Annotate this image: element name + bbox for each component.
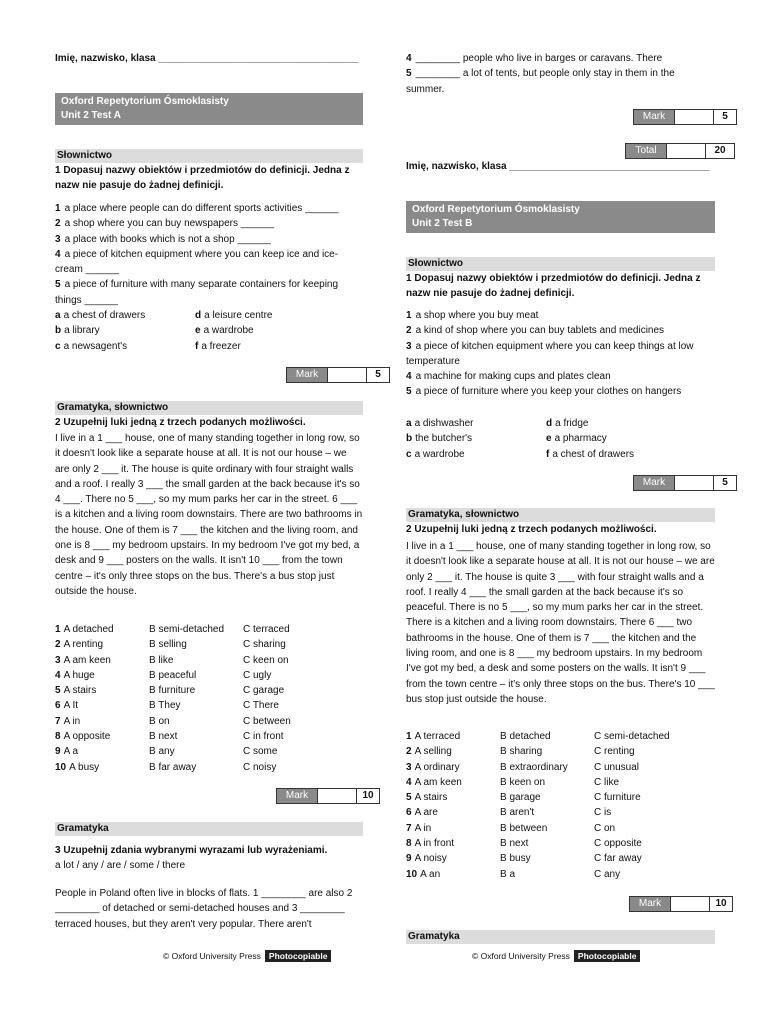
option-text: a wardrobe bbox=[414, 448, 465, 460]
unit-header bbox=[406, 201, 715, 233]
question-number: 4 bbox=[406, 776, 412, 788]
choice-cell bbox=[149, 637, 239, 652]
choice-cell bbox=[500, 805, 590, 820]
option bbox=[55, 339, 191, 354]
choice-text: C any bbox=[594, 868, 621, 880]
section-heading: Gramatyka, słownictwo bbox=[406, 508, 715, 522]
option-letter: c bbox=[55, 340, 61, 352]
option-text: a newsagent's bbox=[63, 340, 128, 352]
option-text: a chest of drawers bbox=[552, 448, 635, 460]
choice-text: C opposite bbox=[594, 838, 642, 850]
choice-text: A a bbox=[63, 746, 79, 758]
choice-cell bbox=[594, 805, 684, 820]
mark-label: Mark bbox=[630, 897, 670, 911]
total-box bbox=[625, 143, 735, 159]
option bbox=[195, 323, 331, 338]
choice-cell bbox=[406, 851, 496, 866]
question-number: 7 bbox=[55, 715, 61, 727]
total-blank-cell bbox=[666, 144, 705, 158]
choice-cell bbox=[55, 760, 145, 775]
choice-cell bbox=[149, 653, 239, 668]
choice-cell bbox=[500, 821, 590, 836]
choice-cell bbox=[243, 622, 333, 637]
choice-text: C unusual bbox=[594, 761, 640, 773]
item-text: a place where people can do different sports activities ______ bbox=[64, 203, 339, 214]
choice-cell bbox=[55, 714, 145, 729]
unit-title: Oxford Repetytorium Ósmoklasisty bbox=[61, 96, 229, 107]
mark-value: 10 bbox=[356, 789, 379, 803]
item-number: 4 bbox=[406, 53, 412, 64]
question-number: 2 bbox=[406, 746, 412, 758]
choice-text: B keen on bbox=[500, 776, 546, 788]
question-number: 4 bbox=[55, 669, 61, 681]
question-number: 9 bbox=[55, 746, 61, 758]
option bbox=[55, 323, 191, 338]
item-number: 5 bbox=[55, 279, 61, 291]
choice-text: B sharing bbox=[500, 746, 543, 758]
item-number: 5 bbox=[406, 68, 412, 80]
choice-table bbox=[406, 729, 715, 882]
photocopiable-badge: Photocopiable bbox=[574, 950, 641, 962]
option bbox=[406, 447, 542, 462]
options-grid bbox=[406, 416, 715, 462]
section-heading: Słownictwo bbox=[55, 149, 363, 163]
item-number: 4 bbox=[55, 248, 61, 260]
choice-text: B detached bbox=[500, 731, 551, 742]
list-item bbox=[55, 216, 363, 231]
choice-text: B next bbox=[500, 838, 529, 850]
question-number: 1 bbox=[55, 624, 61, 635]
list-item bbox=[55, 277, 363, 308]
option-text: a library bbox=[64, 325, 100, 337]
mark-value: 5 bbox=[366, 368, 389, 382]
choice-cell bbox=[500, 867, 590, 882]
question-number: 8 bbox=[55, 731, 61, 743]
choice-text: B aren't bbox=[500, 807, 535, 819]
choice-table bbox=[55, 622, 363, 775]
option bbox=[546, 447, 682, 462]
list-item bbox=[55, 232, 363, 247]
choice-cell bbox=[149, 760, 239, 775]
footer bbox=[163, 950, 331, 962]
choice-text: A in front bbox=[414, 838, 455, 850]
photocopiable-badge: Photocopiable bbox=[265, 950, 332, 962]
unit-header bbox=[55, 93, 363, 125]
choice-cell bbox=[500, 729, 590, 744]
choice-text: C is bbox=[594, 807, 612, 819]
task-instruction: 2 Uzupełnij luki jedną z trzech podanych możliwości. bbox=[55, 417, 306, 428]
choice-cell bbox=[149, 744, 239, 759]
choice-text: C semi-detached bbox=[594, 731, 670, 742]
mark-label: Mark bbox=[634, 476, 674, 490]
choice-cell bbox=[149, 729, 239, 744]
choice-text: C terraced bbox=[243, 624, 290, 635]
section-heading: Słownictwo bbox=[406, 257, 715, 271]
choice-text: A detached bbox=[63, 624, 114, 635]
option-letter: f bbox=[195, 340, 199, 352]
choice-cell bbox=[500, 851, 590, 866]
choice-cell bbox=[500, 836, 590, 851]
choice-text: A am keen bbox=[63, 654, 111, 666]
question-number: 5 bbox=[55, 685, 61, 697]
item-number: 1 bbox=[406, 310, 412, 321]
item-text: a piece of kitchen equipment where you can keep ice and ice-cream ______ bbox=[55, 248, 339, 276]
item-number: 3 bbox=[406, 340, 412, 352]
choice-text: A are bbox=[414, 807, 438, 819]
choice-text: C renting bbox=[594, 746, 635, 758]
choice-text: A am keen bbox=[414, 776, 462, 788]
choice-cell bbox=[406, 744, 496, 759]
question-number: 1 bbox=[406, 731, 412, 742]
list-item bbox=[406, 339, 715, 370]
choice-text: C far away bbox=[594, 853, 642, 865]
gap-text: People in Poland often live in blocks of flats. 1 ________ are also 2 ________ of detached or semi-detached houses and 3 ________ terraced houses, but they aren't very popular. There aren't bbox=[55, 888, 353, 930]
choice-text: B far away bbox=[149, 761, 197, 773]
mark-box bbox=[633, 475, 737, 491]
choice-cell bbox=[149, 622, 239, 637]
gap-text: I live in a 1 ___ house, one of many standing together in long row, so it doesn't look like a separate house at all. It is not our house – we are only 2 ___ it. The house is quite 3 ___ with four straight walls and a roof. I really 4 ___ the small garden at the back because it's so peaceful. There is no 5 ___, so my mum parks her car in the street. There is a kitchen and a living room downstairs. There 6 ___ two bathrooms in the house. One of them is 7 ___ the kitchen and the living room, and one is 8 ___ my bedroom upstairs. In my bedroom I've got my bed, a desk and some posters on the walls. It isn't 9 ___ from the town centre – it's only three stops on the bus. There's 10 ___ bus stop just outside the house. bbox=[406, 541, 715, 705]
choice-cell bbox=[406, 760, 496, 775]
choice-text: B furniture bbox=[149, 685, 196, 697]
choice-text: B They bbox=[149, 700, 181, 712]
choice-text: C sharing bbox=[243, 639, 286, 651]
mark-blank-cell bbox=[674, 476, 713, 490]
option-text: a pharmacy bbox=[554, 433, 607, 445]
choice-cell bbox=[594, 821, 684, 836]
item-text: a piece of kitchen equipment where you can keep things at low temperature bbox=[406, 340, 694, 367]
choice-text: A terraced bbox=[414, 731, 461, 742]
choice-cell bbox=[500, 775, 590, 790]
name-line: Imię, nazwisko, klasa ____________________________________ bbox=[55, 53, 359, 64]
item-text: ________ people who live in barges or caravans. There bbox=[415, 53, 663, 64]
choice-cell bbox=[406, 836, 496, 851]
choice-text: A stairs bbox=[414, 792, 448, 804]
choice-text: A It bbox=[63, 700, 79, 712]
item-text: a shop where you buy meat bbox=[415, 310, 539, 321]
name-line: Imię, nazwisko, klasa ____________________________________ bbox=[406, 161, 710, 172]
item-number: 1 bbox=[55, 203, 61, 214]
choice-text: A huge bbox=[63, 669, 95, 681]
option-letter: b bbox=[406, 433, 413, 445]
total-label: Total bbox=[626, 144, 666, 158]
choice-text: A selling bbox=[414, 746, 452, 758]
choice-cell bbox=[55, 668, 145, 683]
item-text: ________ a lot of tents, but people only stay in them in the summer. bbox=[406, 68, 675, 95]
task-instruction: 1 Dopasuj nazwy obiektów i przedmiotów do definicji. Jedna z nazw nie pasuje do żadnej definicji. bbox=[55, 165, 350, 192]
item-number: 3 bbox=[55, 233, 61, 245]
choice-cell bbox=[594, 760, 684, 775]
choice-cell bbox=[243, 729, 333, 744]
mark-label: Mark bbox=[287, 368, 327, 382]
choice-text: C furniture bbox=[594, 792, 641, 804]
choice-cell bbox=[55, 653, 145, 668]
option bbox=[546, 416, 682, 431]
choice-text: C ugly bbox=[243, 669, 272, 681]
choice-cell bbox=[243, 653, 333, 668]
choice-cell bbox=[243, 683, 333, 698]
task-instruction: 3 Uzupełnij zdania wybranymi wyrazami lub wyrażeniami. bbox=[55, 845, 328, 856]
definition-list bbox=[406, 308, 715, 400]
question-number: 5 bbox=[406, 792, 412, 804]
item-text: a kind of shop where you can buy tablets and medicines bbox=[415, 325, 665, 337]
choice-cell bbox=[55, 698, 145, 713]
choice-cell bbox=[594, 851, 684, 866]
option-letter: a bbox=[406, 418, 412, 429]
choice-cell bbox=[243, 668, 333, 683]
choice-text: A stairs bbox=[63, 685, 97, 697]
question-number: 10 bbox=[406, 868, 418, 880]
item-text: a piece of furniture where you keep your clothes on hangers bbox=[415, 386, 682, 398]
choice-cell bbox=[406, 729, 496, 744]
choice-text: C keen on bbox=[243, 654, 289, 666]
choice-text: B busy bbox=[500, 853, 531, 865]
choice-cell bbox=[149, 668, 239, 683]
option-text: a fridge bbox=[555, 418, 589, 429]
option bbox=[55, 308, 191, 323]
question-number: 7 bbox=[406, 822, 412, 834]
choice-cell bbox=[406, 790, 496, 805]
mark-value: 5 bbox=[713, 110, 736, 124]
option bbox=[546, 431, 682, 446]
choice-cell bbox=[243, 714, 333, 729]
question-number: 8 bbox=[406, 838, 412, 850]
list-item bbox=[406, 51, 715, 66]
choice-cell bbox=[55, 637, 145, 652]
choice-cell bbox=[55, 683, 145, 698]
list-item bbox=[406, 369, 715, 384]
item-number: 4 bbox=[406, 371, 412, 383]
choice-cell bbox=[500, 744, 590, 759]
choice-text: B next bbox=[149, 731, 178, 743]
choice-cell bbox=[149, 683, 239, 698]
choice-text: A opposite bbox=[63, 731, 111, 743]
question-number: 9 bbox=[406, 853, 412, 865]
choice-text: B a bbox=[500, 868, 516, 880]
choice-cell bbox=[55, 729, 145, 744]
choice-cell bbox=[406, 775, 496, 790]
choice-cell bbox=[243, 744, 333, 759]
choice-text: B garage bbox=[500, 792, 541, 804]
choice-text: B any bbox=[149, 746, 175, 758]
choice-text: A in bbox=[63, 715, 81, 727]
option-letter: f bbox=[546, 448, 550, 460]
option bbox=[406, 416, 542, 431]
choice-text: C like bbox=[594, 776, 620, 788]
option-text: a wardrobe bbox=[203, 325, 254, 337]
choice-text: C between bbox=[243, 715, 291, 727]
choice-cell bbox=[243, 637, 333, 652]
list-item bbox=[55, 247, 363, 278]
section-heading: Gramatyka bbox=[55, 822, 363, 836]
footer bbox=[472, 950, 640, 962]
choice-text: A ordinary bbox=[414, 761, 460, 773]
choice-text: B semi-detached bbox=[149, 624, 225, 635]
option bbox=[406, 431, 542, 446]
choice-cell bbox=[406, 821, 496, 836]
question-number: 6 bbox=[406, 807, 412, 819]
copyright: © Oxford University Press bbox=[472, 951, 570, 961]
section-heading: Gramatyka, słownictwo bbox=[55, 401, 363, 415]
choice-cell bbox=[594, 836, 684, 851]
choice-cell bbox=[594, 775, 684, 790]
choice-text: B extraordinary bbox=[500, 761, 568, 773]
total-value: 20 bbox=[705, 144, 734, 158]
unit-subtitle: Unit 2 Test B bbox=[412, 218, 473, 229]
question-number: 6 bbox=[55, 700, 61, 712]
choice-cell bbox=[500, 760, 590, 775]
choice-cell bbox=[55, 744, 145, 759]
mark-blank-cell bbox=[327, 368, 366, 382]
option-text: a leisure centre bbox=[204, 310, 273, 321]
mark-value: 5 bbox=[713, 476, 736, 490]
copyright: © Oxford University Press bbox=[163, 951, 261, 961]
item-text: a place with books which is not a shop ______ bbox=[64, 233, 271, 245]
mark-box bbox=[633, 109, 737, 125]
option-text: a dishwasher bbox=[414, 418, 474, 429]
choice-text: B selling bbox=[149, 639, 187, 651]
item-text: a machine for making cups and plates clean bbox=[415, 371, 611, 383]
choice-cell bbox=[594, 867, 684, 882]
gap-text: I live in a 1 ___ house, one of many standing together in long row, so it doesn't look like a separate house at all. It is not our house – we are only 2 ___ it. The house is quite ordinary with four straight walls and a roof. I really 3 ___ the small garden at the back because it's so 4 ___. There no 5 ___, so my mum parks her car in the street. 6 ___ is a kitchen and a living room downstairs. There are two bathrooms in the house. One of them is 7 ___ the kitchen and the living room, and one is 8 ___ my bedroom upstairs. In my bedroom I've got my bed, a desk and 9 ___ posters on the walls. It isn't 10 ___ from the town centre – it's only three stops on the bus. There's a bus stop just outside the house. bbox=[55, 433, 363, 597]
choice-text: B on bbox=[149, 715, 170, 727]
question-number: 2 bbox=[55, 639, 61, 651]
choice-text: C noisy bbox=[243, 761, 277, 773]
unit-subtitle: Unit 2 Test A bbox=[61, 110, 122, 121]
question-number: 10 bbox=[55, 761, 67, 773]
choice-text: B peaceful bbox=[149, 669, 197, 681]
option-letter: e bbox=[195, 325, 201, 337]
mark-label: Mark bbox=[277, 789, 317, 803]
choice-text: A noisy bbox=[414, 853, 447, 865]
choice-cell bbox=[243, 698, 333, 713]
choice-text: B between bbox=[500, 822, 548, 834]
option-text: the butcher's bbox=[415, 433, 473, 445]
choice-cell bbox=[594, 790, 684, 805]
word-bank: a lot / any / are / some / there bbox=[55, 860, 186, 871]
list-item bbox=[55, 201, 363, 216]
choice-text: A an bbox=[420, 868, 441, 880]
option-letter: c bbox=[406, 448, 412, 460]
choice-text: C on bbox=[594, 822, 616, 834]
task-instruction: 1 Dopasuj nazwy obiektów i przedmiotów do definicji. Jedna z nazw nie pasuje do żadnej definicji. bbox=[406, 273, 701, 300]
option-letter: d bbox=[546, 418, 553, 429]
choice-cell bbox=[149, 714, 239, 729]
choice-cell bbox=[594, 729, 684, 744]
mark-box bbox=[276, 788, 380, 804]
list-item bbox=[406, 308, 715, 323]
option-text: a freezer bbox=[201, 340, 241, 352]
item-text: a shop where you can buy newspapers ______ bbox=[64, 218, 275, 230]
choice-text: C some bbox=[243, 746, 278, 758]
item-number: 2 bbox=[55, 218, 61, 230]
choice-text: C in front bbox=[243, 731, 284, 743]
choice-text: C garage bbox=[243, 685, 285, 697]
choice-text: C There bbox=[243, 700, 279, 712]
mark-blank-cell bbox=[317, 789, 356, 803]
choice-cell bbox=[406, 867, 496, 882]
mark-box bbox=[286, 367, 390, 383]
mark-value: 10 bbox=[709, 897, 732, 911]
mark-blank-cell bbox=[670, 897, 709, 911]
choice-text: B like bbox=[149, 654, 174, 666]
option-letter: a bbox=[55, 310, 61, 321]
item-number: 5 bbox=[406, 386, 412, 398]
task-instruction: 2 Uzupełnij luki jedną z trzech podanych możliwości. bbox=[406, 524, 657, 535]
question-number: 3 bbox=[55, 654, 61, 666]
definition-list bbox=[55, 201, 363, 308]
choice-text: A renting bbox=[63, 639, 104, 651]
mark-blank-cell bbox=[674, 110, 713, 124]
list-item bbox=[406, 384, 715, 399]
question-number: 3 bbox=[406, 761, 412, 773]
choice-cell bbox=[406, 805, 496, 820]
choice-cell bbox=[149, 698, 239, 713]
option-text: a chest of drawers bbox=[63, 310, 146, 321]
mark-label: Mark bbox=[634, 110, 674, 124]
options-grid bbox=[55, 308, 363, 354]
choice-cell bbox=[55, 622, 145, 637]
option-letter: d bbox=[195, 310, 202, 321]
choice-cell bbox=[500, 790, 590, 805]
item-number: 2 bbox=[406, 325, 412, 337]
choice-cell bbox=[594, 744, 684, 759]
continued-text bbox=[406, 51, 715, 97]
mark-box bbox=[629, 896, 733, 912]
list-item bbox=[406, 323, 715, 338]
choice-text: A busy bbox=[69, 761, 100, 773]
item-text: a piece of furniture with many separate containers for keeping things ______ bbox=[55, 279, 339, 306]
section-heading: Gramatyka bbox=[406, 930, 715, 944]
option bbox=[195, 308, 331, 323]
option-letter: b bbox=[55, 325, 62, 337]
choice-text: A in bbox=[414, 822, 432, 834]
option-letter: e bbox=[546, 433, 552, 445]
unit-title: Oxford Repetytorium Ósmoklasisty bbox=[412, 204, 580, 215]
list-item bbox=[406, 66, 715, 97]
option bbox=[195, 339, 331, 354]
choice-cell bbox=[243, 760, 333, 775]
